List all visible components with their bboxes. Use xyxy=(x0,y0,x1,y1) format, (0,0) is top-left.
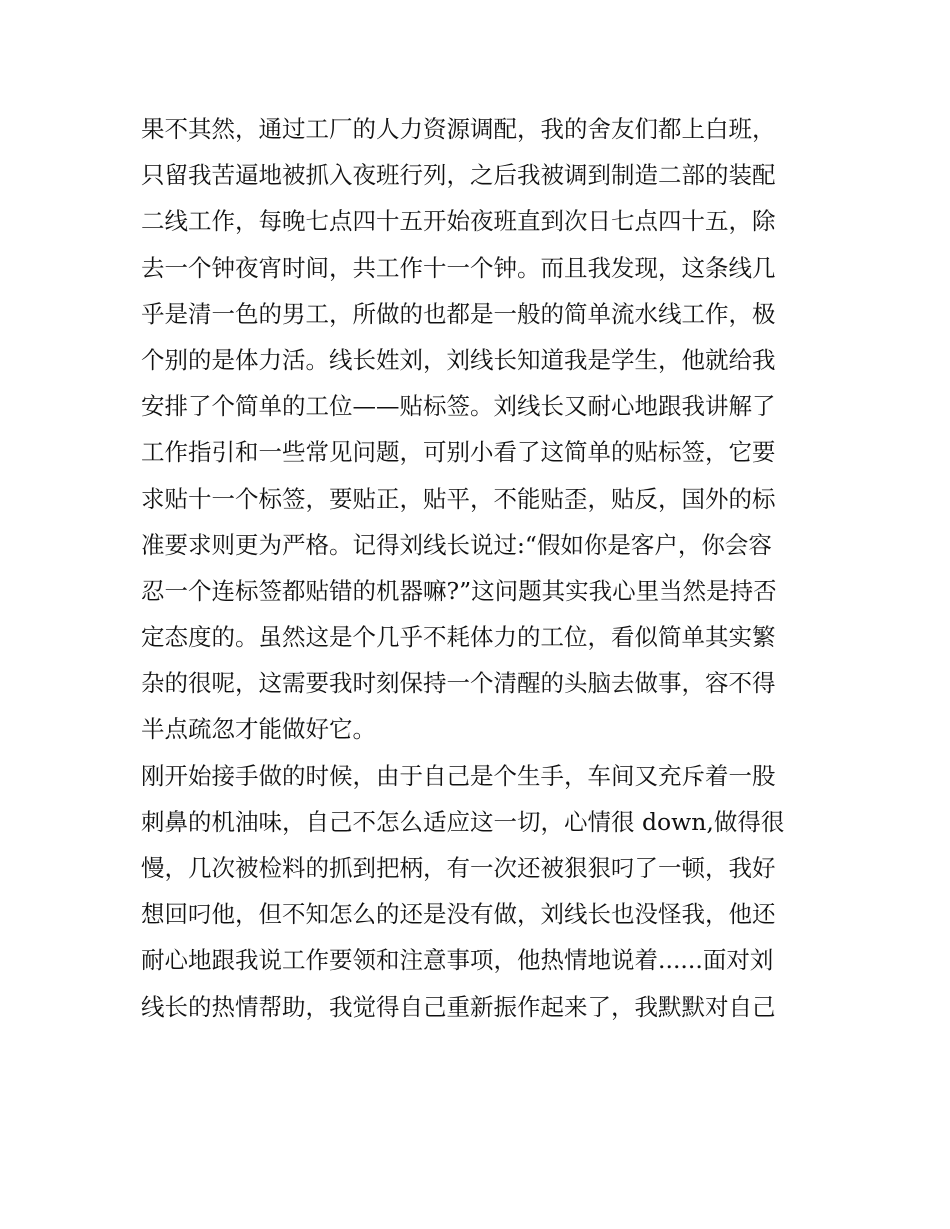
text-line: 刚开始接手做的时候，由于自己是个生手，车间又充斥着一股 xyxy=(141,761,776,790)
text-line: 慢，几次被检料的抓到把柄，有一次还被狠狠叼了一顿，我好 xyxy=(141,854,776,882)
text-line: 线长的热情帮助，我觉得自己重新振作起来了，我默默对自己 xyxy=(141,992,776,1021)
text-line: 乎是清一色的男工，所做的也都是一般的简单流水线工作，极 xyxy=(141,299,776,328)
text-line: 去一个钟夜宵时间，共工作十一个钟。而且我发现，这条线几 xyxy=(141,253,776,282)
text-line: 半点疏忽才能做好它。 xyxy=(141,715,376,744)
text-line: 杂的很呢，这需要我时刻保持一个清醒的头脑去做事，容不得 xyxy=(141,669,776,698)
text-line: 耐心地跟我说工作要领和注意事项，他热情地说着......面对刘 xyxy=(141,946,774,975)
text-line: 工作指引和一些常见问题，可别小看了这简单的贴标签，它要 xyxy=(141,438,776,467)
text-line: 二线工作，每晚七点四十五开始夜班直到次日七点四十五，除 xyxy=(141,207,776,236)
text-line: 个别的是体力活。线长姓刘，刘线长知道我是学生，他就给我 xyxy=(141,345,776,374)
text-line: 刺鼻的机油味，自己不怎么适应这一切，心情很 down,做得很 xyxy=(141,807,785,836)
text-line: 定态度的。虽然这是个几乎不耗体力的工位，看似简单其实繁 xyxy=(141,623,776,652)
text-line: 求贴十一个标签，要贴正，贴平，不能贴歪，贴反，国外的标 xyxy=(141,484,776,513)
text-line: 只留我苦逼地被抓入夜班行列，之后我被调到制造二部的装配 xyxy=(141,161,776,190)
text-line: 安排了个简单的工位——贴标签。刘线长又耐心地跟我讲解了 xyxy=(141,392,776,421)
text-line: 准要求则更为严格。记得刘线长说过:“假如你是客户，你会容 xyxy=(141,530,772,559)
text-line: 果不其然，通过工厂的人力资源调配，我的舍友们都上白班， xyxy=(141,115,776,143)
text-line: 想回叼他，但不知怎么的还是没有做，刘线长也没怪我，他还 xyxy=(141,900,776,929)
body-text xyxy=(141,106,821,1030)
text-line: 忍一个连标签都贴错的机器嘛?”这问题其实我心里当然是持否 xyxy=(141,576,777,605)
